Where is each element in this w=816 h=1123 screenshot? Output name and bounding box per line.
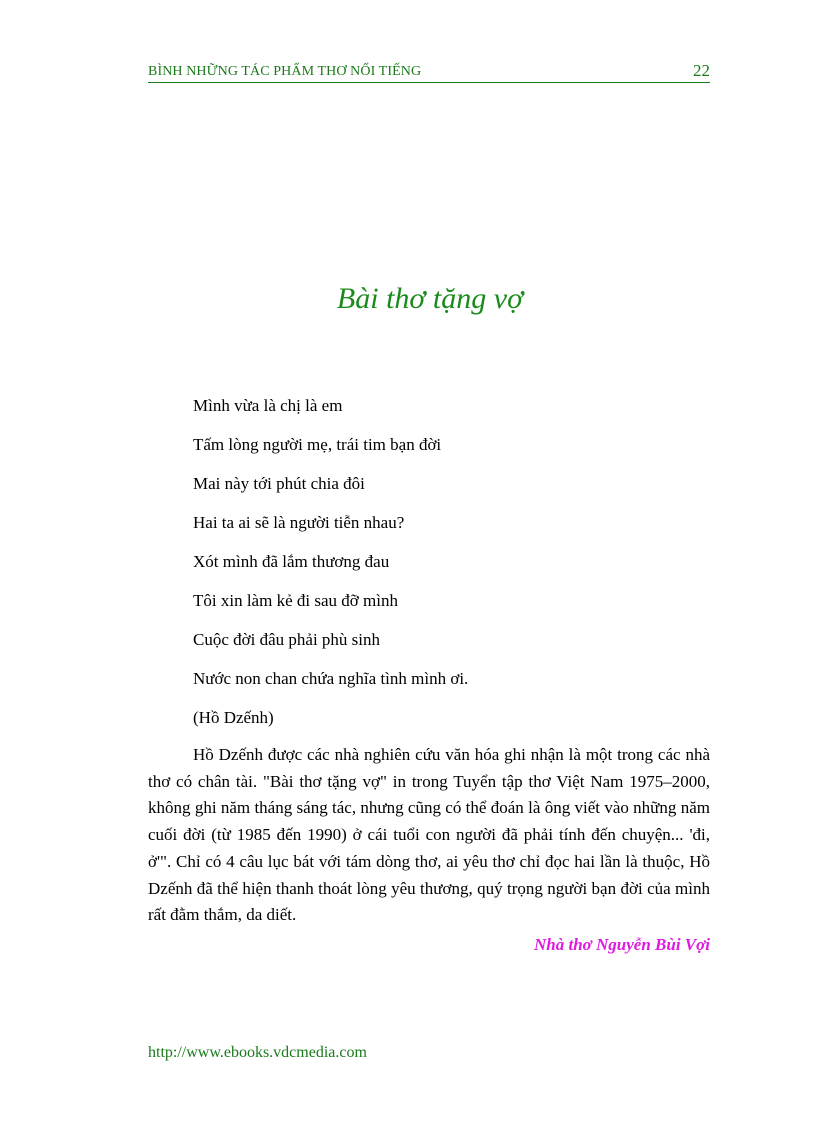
- poem-line: Xót mình đã lắm thương đau: [193, 552, 390, 571]
- poem-line: Nước non chan chứa nghĩa tình mình ơi.: [193, 669, 469, 688]
- poem-author: (Hồ Dzếnh): [193, 708, 274, 727]
- poem-line: Mình vừa là chị là em: [193, 396, 343, 415]
- footer-link[interactable]: http://www.ebooks.vdcmedia.com: [148, 1044, 367, 1061]
- poem-line: Hai ta ai sẽ là người tiễn nhau?: [193, 513, 405, 532]
- running-header: [148, 62, 710, 83]
- commentary-paragraph: Hồ Dzếnh được các nhà nghiên cứu văn hóa ghi nhận là một trong các nhà thơ có chân tài. "Bài thơ tặng vợ" in trong Tuyển tập thơ Việt Nam 1975–2000, không ghi năm tháng sáng tác, nhưng cũng có thể đoán là ông viết vào những năm cuối đời (từ 1985 đến 1990) ở cái tuổi con người đã phải tính đến chuyện... 'đi, ở'". Chỉ có 4 câu lục bát với tám dòng thơ, ai yêu thơ chỉ đọc hai lần là thuộc, Hồ Dzếnh đã thể hiện thanh thoát lòng yêu thương, quý trọng người bạn đời của mình rất đằm thắm, da diết.: [148, 745, 710, 925]
- poem-line: Tấm lòng người mẹ, trái tim bạn đời: [193, 435, 442, 454]
- poem-line: Tôi xin làm kẻ đi sau đỡ mình: [193, 591, 398, 610]
- page-number: 22: [693, 61, 710, 80]
- author-signature: Nhà thơ Nguyễn Bùi Vợi: [533, 935, 710, 954]
- poem-title: Bài thơ tặng vợ: [336, 282, 524, 315]
- poem-line: Mai này tới phút chia đôi: [193, 474, 365, 493]
- book-title: BÌNH NHỮNG TÁC PHẨM THƠ NỔI TIẾNG: [148, 64, 422, 79]
- poem-body: [193, 394, 468, 730]
- poem-line: Cuộc đời đâu phải phù sinh: [193, 630, 380, 649]
